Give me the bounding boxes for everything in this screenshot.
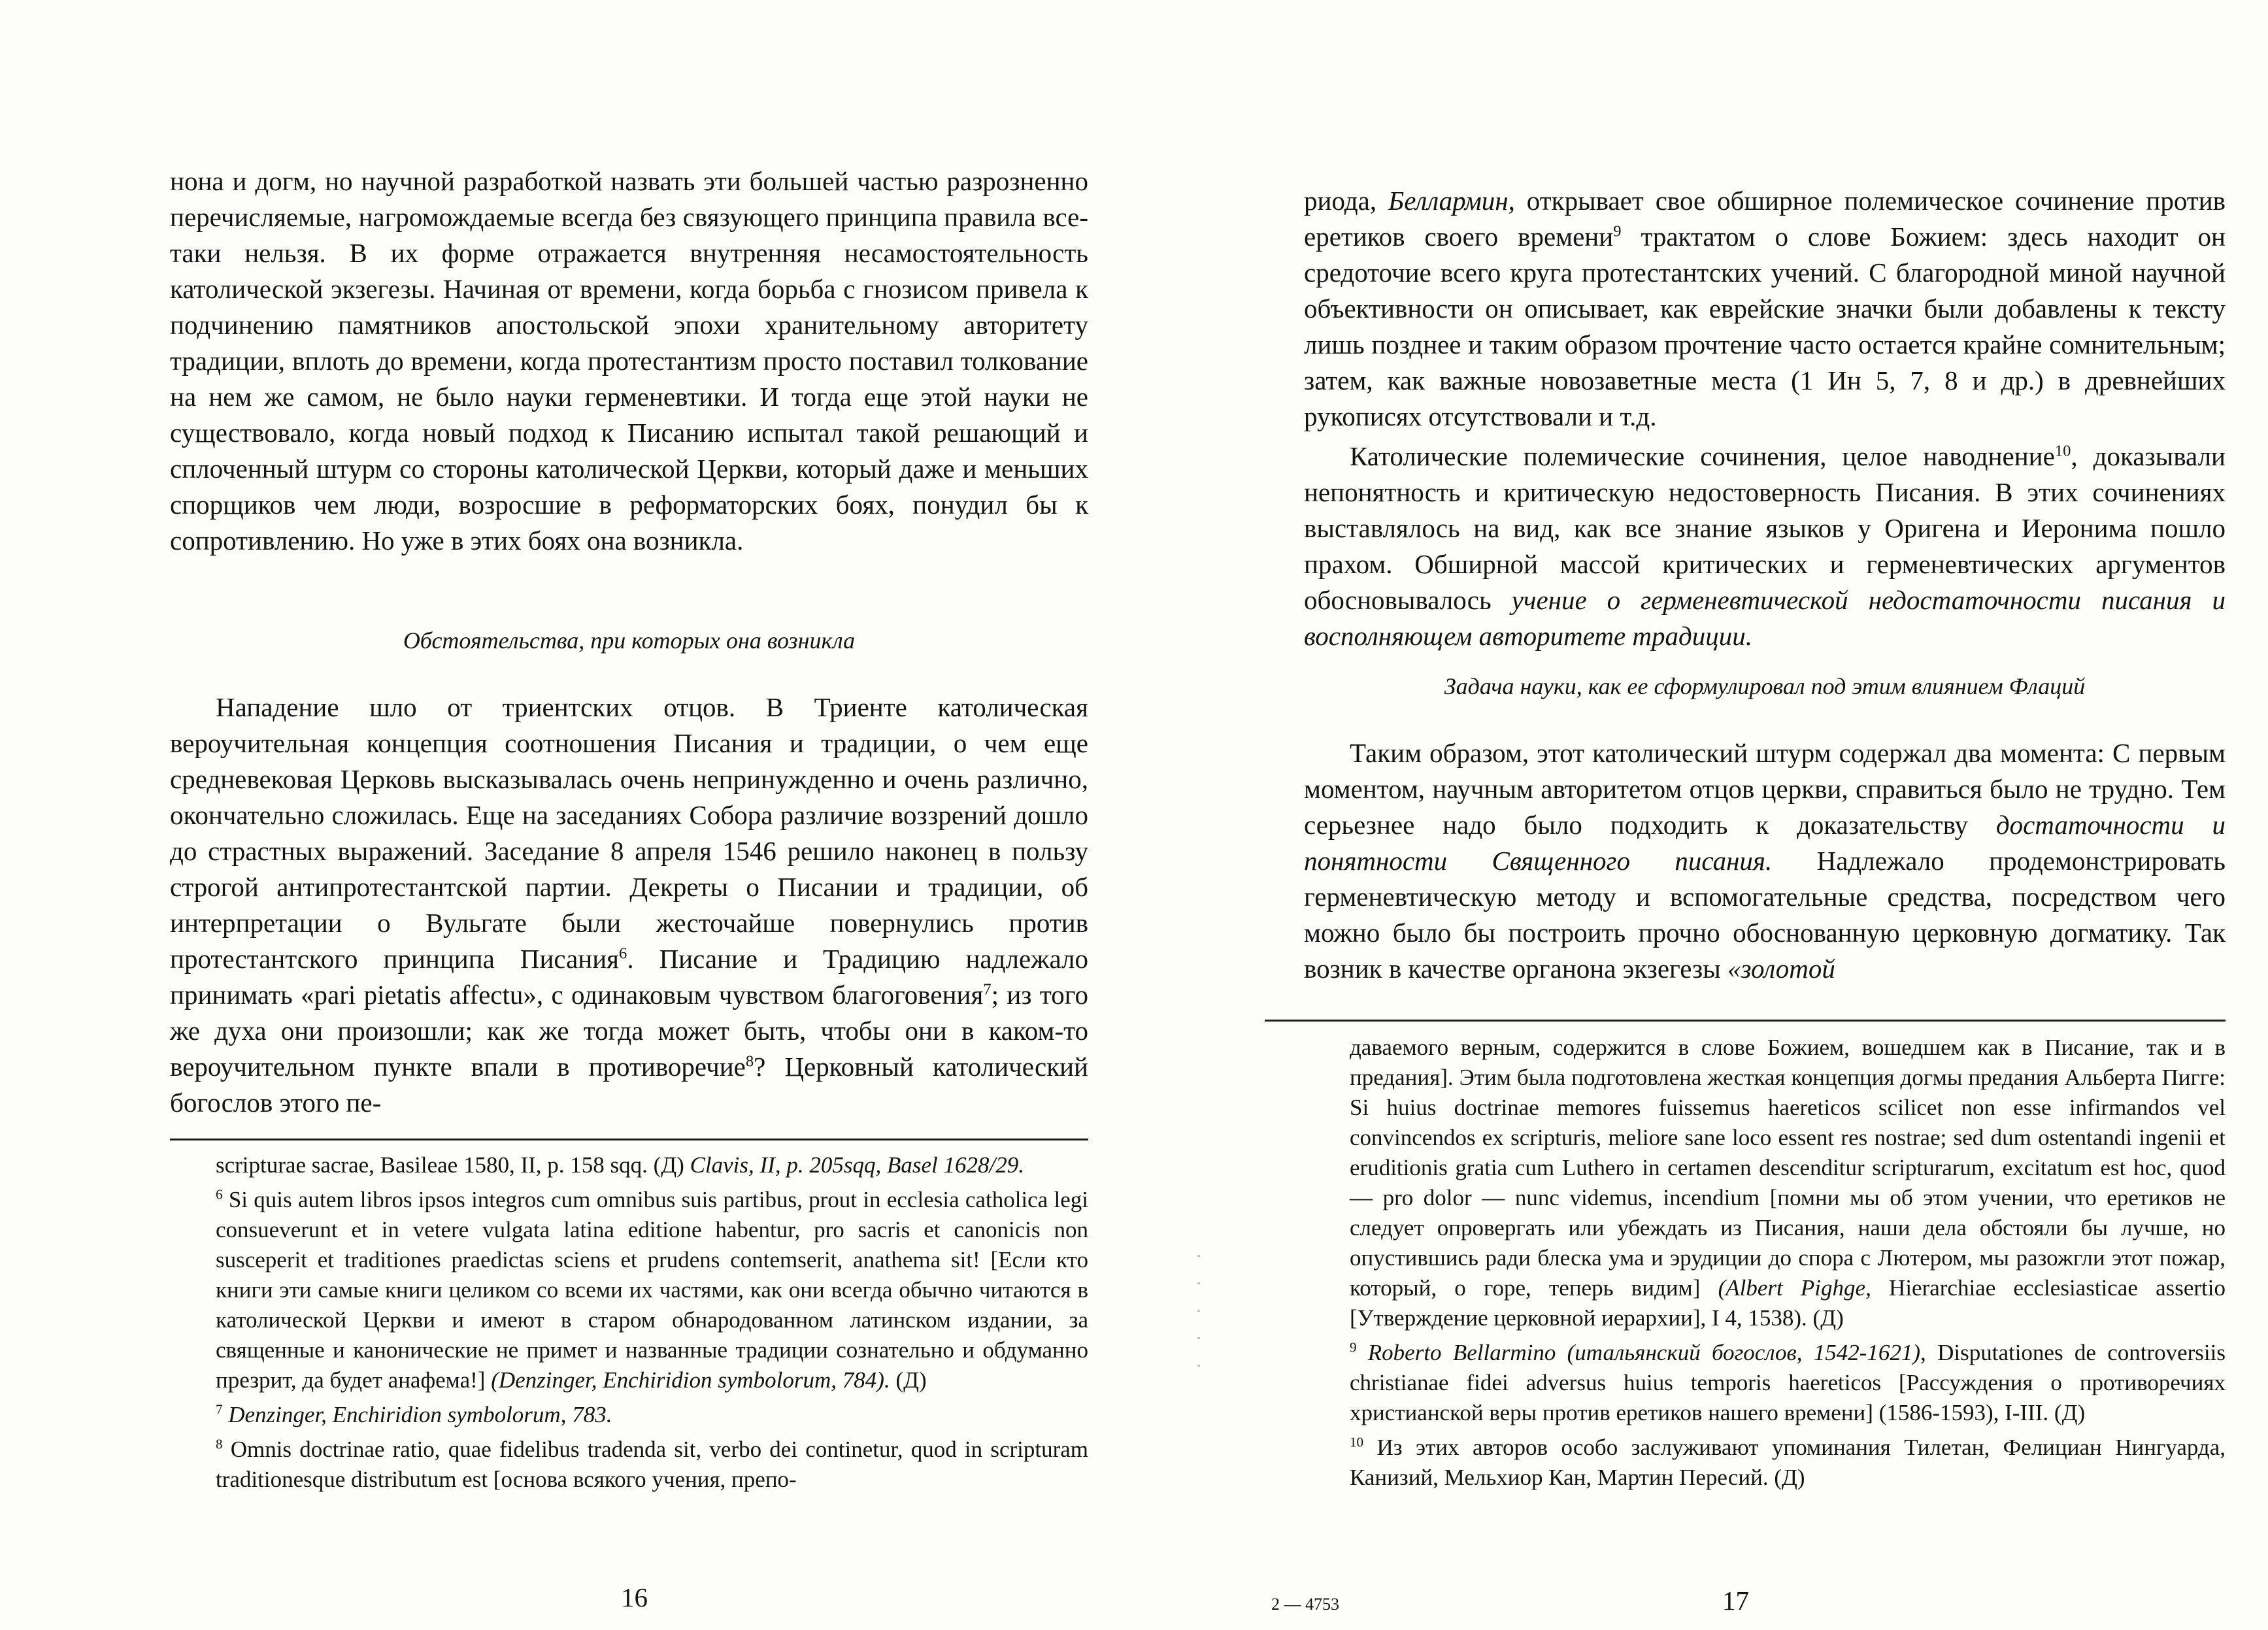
right-body-2	[1304, 735, 2226, 987]
page-number-right: 17	[1722, 1586, 1749, 1616]
footnote-ref-6[interactable]: 6	[619, 944, 627, 963]
footnote-ref-10[interactable]: 10	[2054, 442, 2071, 460]
left-body-2	[170, 690, 1088, 1121]
right-footnotes	[1304, 1033, 2226, 1497]
right-paragraph-3: Таким образом, этот католический штурм содержал два момента: С первым моментом, научным авторитетом отцов церкви, справиться было не трудно. Тем серьезнее надо было подходить к доказательству достаточности и понятности Священного писания. Надлежало продемонстрировать герменевтическую методу и вспомогательные средства, посредством чего можно было бы построить прочно обоснованную церковную догматику. Так возник в качестве органона экзегезы «золотой	[1304, 738, 2226, 984]
footnote-6: $^6$ Si quis autem libros ipsos integros cum omnibus suis partibus, prout in ecclesia catholica legi consueverunt et in vetere vulgata latina editione habentur, pro sacris et canonicis non susceperit et traditiones praedictas sciens et prudens contemserit, anathema sit! [Если кто книги эти самые книги целиком со всеми их частями, как они всегда обычно читаются в католической Церкви и имеют в старом обнародованном латинском издании, за священные и канонические не примет и названные традиции сознательно и обдуманно презрит, да будет анафема!] (Denzinger, Enchiridion symbolorum, 784). (Д)	[216, 1186, 1088, 1393]
page-number-left: 16	[621, 1582, 648, 1612]
printer-signature: 2 — 4753	[1271, 1595, 1339, 1614]
footnote-ref-9[interactable]: 9	[1613, 222, 1622, 241]
left-footnotes	[170, 1150, 1088, 1499]
left-section-heading: Обстоятельства, при которых она возникла	[403, 627, 856, 654]
right-paragraph-1: риода, Беллармин, открывает свое обширное полемическое сочинение против еретиков своего времени$^9$ трактатом о слове Божием: здесь находит он средоточие всего круга протестантских учений. С благородной миной научной объективности он описывает, как еврейские значки были добавлены к тексту лишь позднее и таким образом прочтение часто остается крайне сомнительным; затем, как важные новозаветные места (1 Ин 5, 7, 8 и др.) в древнейших рукописях отсутствовали и т.д.	[1304, 186, 2226, 431]
right-body	[1304, 183, 2226, 654]
left-paragraph-2: Нападение шло от триентских отцов. В Триенте католическая вероучительная концепция соотношения Писания и традиции, о чем еще средневековая Церковь высказывалась очень непринужденно и очень различно, окончательно сложилась. Еще на заседаниях Собора различие воззрений дошло до страстных выражений. Заседание 8 апреля 1546 решило наконец в пользу строгой антипротестантской партии. Декреты о Писании и традиции, об интерпретации о Вульгате были жесточайше повернулись против протестантского принципа Писания$^6$. Писание и Традицию надлежало принимать «pari pietatis affectu», с одинаковым чувством благоговения$^7$; из того же духа они произошли; как же тогда может быть, чтобы они в каком-то вероучительном пункте впали в противоречие$^8$? Церковный католический богослов этого пе-	[170, 692, 1089, 1118]
footnote-divider	[1265, 1020, 2226, 1022]
footnote-divider	[170, 1139, 1088, 1140]
footnote-10: $^{10}$ Из этих авторов особо заслуживают упоминания Тилетан, Фелициан Нингуарда, Канизий, Мельхиор Кан, Мартин Пересий. (Д)	[1350, 1434, 2226, 1490]
footnote-continuation: даваемого верным, содержится в слове Божием, вошедшем как в Писание, так и в предания]. Этим была подготовлена жесткая концепция догмы предания Альберта Пигге: Si huius doctrinae memores fuissemus haereticos scilicet non esse infirmandos vel convincendos ex scripturis, meliore sane loco essent res nostrae; sed dum ostentandi ingenii et eruditionis gratia cum Luthero in certamen descenditur scripturarum, excitatum est hoc, quod — pro dolor — nunc videmus, incendium [помни мы об этом учении, что еретиков не следует опровергать или убеждать из Писания, наши дела обстояли бы лучше, но опустившись ради блеска ума и эрудиции до спора с Лютером, мы разожгли этот пожар, который, о горе, теперь видим] (Albert Pighge, Hierarchiae ecclesiasticae assertio [Утверждение церковной иерархии], I 4, 1538). (Д)	[1350, 1035, 2226, 1331]
footnote-9: $^9$ Roberto Bellarmino (итальянский богослов, 1542-1621), Disputationes de controversiis christianae fidei adversus huius temporis haereticos [Рассуждения о противоречиях христианской веры против еретиков нашего времени] (1586-1593), I-III. (Д)	[1350, 1339, 2226, 1425]
left-paragraph-1: нона и догм, но научной разработкой назвать эти большей частью разрозненно перечисляемые, нагромождаемые всегда без связующего принципа правила все-таки нельзя. В их форме отражается внутренняя несамостоятельность католической экзегезы. Начиная от времени, когда борьба с гнозисом привела к подчинению памятников апостольской эпохи хранительному авторитету традиции, вплоть до времени, когда протестантизм просто поставил толкование на нем же самом, не было науки герменевтики. И тогда еще этой науки не существовало, когда новый подход к Писанию испытал такой решающий и сплоченный штурм со стороны католической Церкви, который даже и меньших спорщиков чем люди, возросшие в реформаторских боях, понудил бы к сопротивлению. Но уже в этих боях она возникла.	[170, 166, 1088, 556]
footnote-ref-7[interactable]: 7	[983, 980, 992, 999]
footnote-ref-8[interactable]: 8	[745, 1052, 754, 1071]
footnote-8: $^8$ Omnis doctrinae ratio, quae fidelibus tradenda sit, verbo dei continetur, quod in scripturam traditionesque distributum est [основа всякого учения, препо-	[216, 1436, 1088, 1492]
right-paragraph-2: Католические полемические сочинения, целое наводнение$^{10}$, доказывали непонятность и критическую недостоверность Писания. В этих сочинениях выставлялось на вид, как все знание языков у Оригена и Иеронима пошло прахом. Обширной массой критических и герменевтических аргументов обосновывалось учение о герменевтической недостаточности писания и восполняющем авторитете традиции.	[1304, 441, 2226, 651]
right-section-heading: Задача науки, как ее сформулировал под этим влиянием Флаций	[1444, 673, 2086, 699]
right-page	[1134, 0, 2268, 1630]
left-body	[170, 163, 1088, 559]
footnote-continuation: scripturae sacrae, Basileae 1580, II, p. 158 sqq. (Д) Clavis, II, p. 205sqq, Basel 1628/29.	[216, 1152, 1024, 1178]
footnote-7: $^7$ Denzinger, Enchiridion symbolorum, 783.	[216, 1401, 612, 1427]
